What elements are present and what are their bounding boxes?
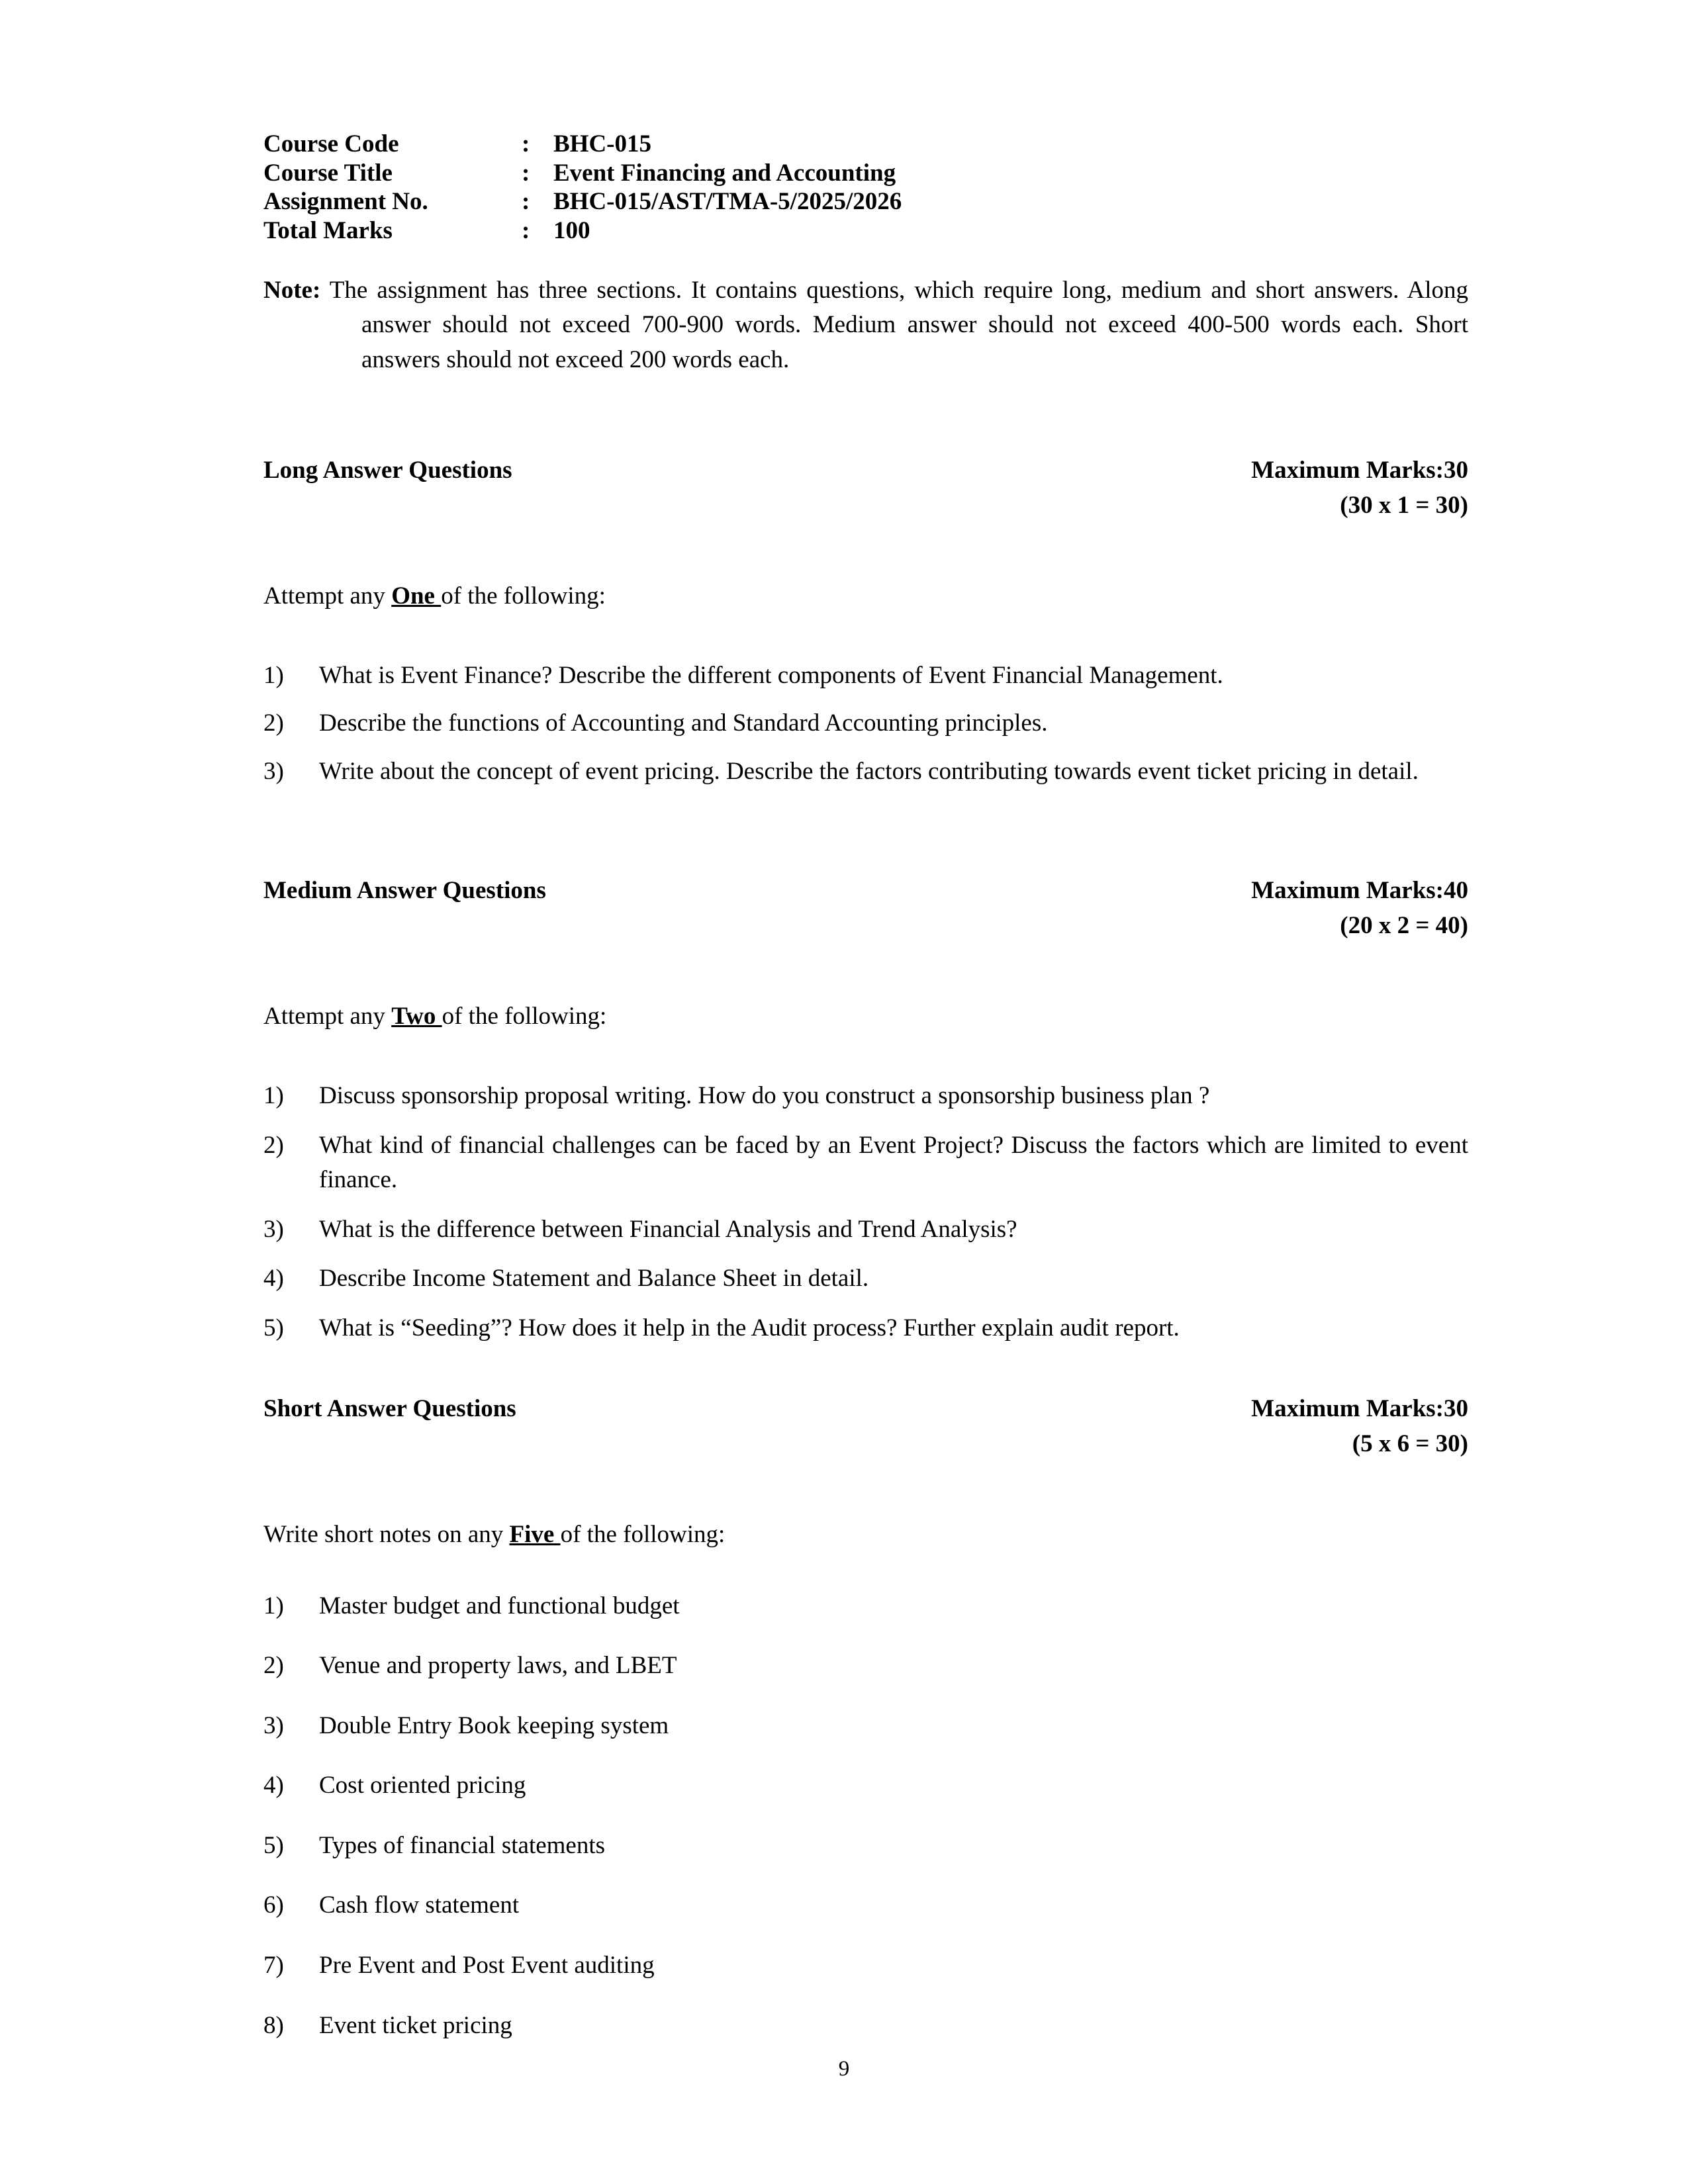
meta-label-course-code: Course Code	[263, 130, 399, 158]
list-item	[263, 1768, 1468, 1803]
list-item	[263, 1079, 1468, 1114]
list-item-number: 2)	[263, 1131, 284, 1159]
section-title-medium: Medium Answer Questions	[263, 877, 546, 905]
note-text: The assignment has three sections. It contains questions, which require long, medium and short answers. Along answer should not exceed 700-900 words. Medium answer should not exceed 400-500 words each. Short answers should not exceed 200 words each.	[320, 276, 1468, 373]
list-item	[263, 706, 1468, 741]
meta-row-course-code	[263, 130, 902, 159]
meta-value-assignment-no: BHC-015/AST/TMA-5/2025/2026	[553, 188, 902, 216]
section-calculation-short: (5 x 6 = 30)	[1352, 1430, 1468, 1457]
list-item	[263, 1888, 1468, 1923]
section-max-marks-long: Maximum Marks:30	[1251, 457, 1468, 484]
list-item	[263, 1948, 1468, 1983]
list-item-text: What kind of financial challenges can be faced by an Event Project? Discuss the factors which are limited to event finance.	[319, 1131, 1468, 1194]
list-item	[263, 1589, 1468, 1624]
list-item	[263, 1212, 1468, 1248]
list-item-number: 1)	[263, 1082, 284, 1109]
list-item-text: Pre Event and Post Event auditing	[319, 1951, 655, 1979]
list-item	[263, 1261, 1468, 1297]
list-item-text: Describe Income Statement and Balance Sheet in detail.	[319, 1265, 869, 1293]
list-item	[263, 1128, 1468, 1198]
spacer	[263, 523, 1468, 555]
meta-label-total-marks: Total Marks	[263, 216, 393, 244]
attempt-prefix-medium: Attempt any	[263, 1003, 392, 1030]
spacer	[263, 1059, 1468, 1079]
attempt-line-medium	[263, 999, 1468, 1034]
list-item	[263, 1649, 1468, 1684]
section-calculation-medium: (20 x 2 = 40)	[1340, 911, 1468, 939]
meta-value-course-title: Event Financing and Accounting	[553, 159, 896, 187]
list-item-text: Event ticket pricing	[319, 2011, 512, 2039]
list-item-number: 3)	[263, 1215, 284, 1243]
list-item-number: 5)	[263, 1314, 284, 1342]
list-item-number: 1)	[263, 1592, 284, 1619]
meta-row-course-title	[263, 159, 902, 188]
note-paragraph	[263, 273, 1468, 378]
list-item-text: Write about the concept of event pricing. Describe the factors contributing towards event ticket pricing in detail.	[319, 757, 1419, 785]
list-item-number: 1)	[263, 661, 284, 689]
list-item	[263, 659, 1468, 694]
spacer	[263, 854, 1468, 874]
page-content	[263, 130, 1468, 2068]
list-item-number: 3)	[263, 757, 284, 785]
list-item-number: 2)	[263, 709, 284, 737]
question-list-long	[263, 659, 1468, 790]
meta-label-course-title: Course Title	[263, 159, 393, 187]
question-list-short	[263, 1589, 1468, 2043]
meta-colon-total-marks: :	[522, 216, 530, 244]
section-calculation-long: (30 x 1 = 30)	[1340, 491, 1468, 519]
section-max-marks-short: Maximum Marks:30	[1251, 1395, 1468, 1423]
list-item-number: 7)	[263, 1951, 284, 1979]
list-item	[263, 2009, 1468, 2044]
list-item-text: What is the difference between Financial Analysis and Trend Analysis?	[319, 1215, 1017, 1243]
note-label: Note:	[263, 276, 321, 304]
section-max-marks-medium: Maximum Marks:40	[1251, 877, 1468, 905]
list-item-number: 8)	[263, 2011, 284, 2039]
list-item	[263, 754, 1468, 790]
attempt-suffix-short: of the following:	[560, 1521, 726, 1549]
attempt-suffix-medium: of the following:	[442, 1003, 607, 1030]
spacer	[263, 1360, 1468, 1392]
section-header-medium	[263, 874, 1468, 943]
list-item-number: 2)	[263, 1652, 284, 1680]
section-title-long: Long Answer Questions	[263, 457, 512, 484]
attempt-prefix-long: Attempt any	[263, 582, 392, 610]
attempt-emphasis-medium: Two	[391, 1003, 442, 1030]
meta-colon-assignment-no: :	[522, 188, 530, 216]
list-item-text: Types of financial statements	[319, 1831, 606, 1859]
question-list-medium	[263, 1079, 1468, 1345]
attempt-line-long	[263, 579, 1468, 614]
list-item-text: What is Event Finance? Describe the different components of Event Financial Management.	[319, 661, 1223, 689]
list-item-text: What is “Seeding”? How does it help in the Audit process? Further explain audit report.	[319, 1314, 1180, 1342]
section-title-short: Short Answer Questions	[263, 1395, 516, 1423]
attempt-line-short	[263, 1518, 1468, 1553]
list-item-text: Cash flow statement	[319, 1891, 520, 1919]
list-item-number: 5)	[263, 1831, 284, 1859]
meta-value-course-code: BHC-015	[553, 130, 651, 158]
list-item	[263, 1709, 1468, 1744]
list-item	[263, 1311, 1468, 1346]
spacer	[263, 802, 1468, 854]
section-header-short	[263, 1392, 1468, 1461]
list-item-text: Double Entry Book keeping system	[319, 1711, 669, 1739]
meta-value-total-marks: 100	[553, 216, 590, 244]
section-header-long	[263, 453, 1468, 523]
attempt-prefix-short: Write short notes on any	[263, 1521, 510, 1549]
spacer	[263, 1577, 1468, 1589]
list-item-text: Cost oriented pricing	[319, 1772, 526, 1799]
section-marks-long	[1251, 453, 1468, 523]
attempt-emphasis-short: Five	[509, 1521, 561, 1549]
list-item-number: 6)	[263, 1891, 284, 1919]
spacer	[263, 943, 1468, 975]
meta-row-assignment-no	[263, 187, 902, 216]
attempt-emphasis-long: One	[391, 582, 442, 610]
page-number: 9	[838, 2057, 850, 2081]
list-item-number: 4)	[263, 1772, 284, 1799]
spacer	[263, 1461, 1468, 1493]
meta-label-assignment-no: Assignment No.	[263, 188, 428, 216]
spacer	[263, 402, 1468, 453]
section-marks-medium	[1251, 874, 1468, 943]
list-item-text: Describe the functions of Accounting and Standard Accounting principles.	[319, 709, 1048, 737]
list-item-number: 4)	[263, 1265, 284, 1293]
list-item	[263, 1829, 1468, 1864]
list-item-text: Master budget and functional budget	[319, 1592, 680, 1619]
section-marks-short	[1251, 1392, 1468, 1461]
course-meta-table	[263, 130, 902, 246]
meta-colon-course-title: :	[522, 159, 530, 187]
list-item-text: Discuss sponsorship proposal writing. How do you construct a sponsorship business plan ?	[319, 1082, 1210, 1109]
list-item-text: Venue and property laws, and LBET	[319, 1652, 677, 1680]
attempt-suffix-long: of the following:	[441, 582, 606, 610]
meta-row-total-marks	[263, 216, 902, 246]
spacer	[263, 639, 1468, 659]
list-item-number: 3)	[263, 1711, 284, 1739]
meta-colon-course-code: :	[522, 130, 530, 158]
